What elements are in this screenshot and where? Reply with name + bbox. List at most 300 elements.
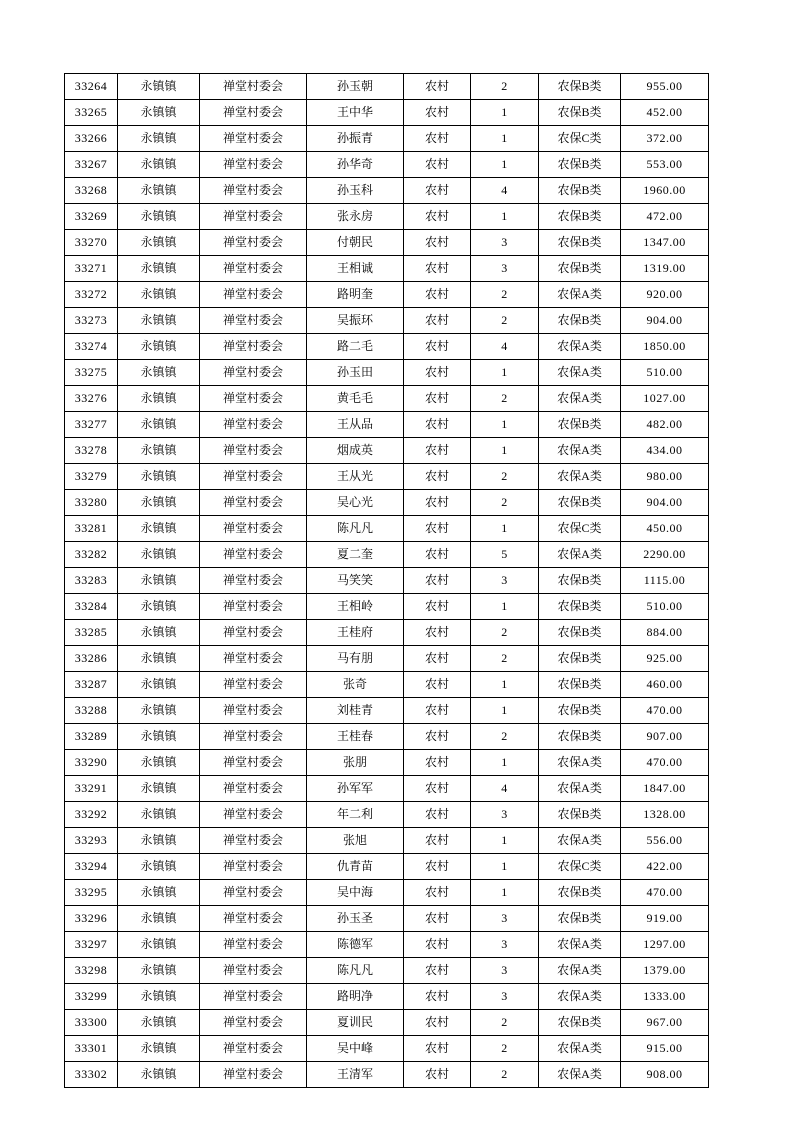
cell-insurance-category: 农保B类 bbox=[539, 594, 621, 620]
cell-id: 33299 bbox=[65, 984, 118, 1010]
cell-insurance-category: 农保C类 bbox=[539, 126, 621, 152]
cell-residence-type: 农村 bbox=[404, 152, 471, 178]
cell-village-committee: 禅堂村委会 bbox=[200, 490, 307, 516]
cell-person-count: 1 bbox=[471, 100, 539, 126]
cell-id: 33286 bbox=[65, 646, 118, 672]
cell-residence-type: 农村 bbox=[404, 516, 471, 542]
cell-village-committee: 禅堂村委会 bbox=[200, 308, 307, 334]
cell-person-name: 路明净 bbox=[307, 984, 404, 1010]
cell-amount: 1027.00 bbox=[621, 386, 709, 412]
cell-village-committee: 禅堂村委会 bbox=[200, 594, 307, 620]
cell-id: 33271 bbox=[65, 256, 118, 282]
cell-village-committee: 禅堂村委会 bbox=[200, 152, 307, 178]
cell-village-committee: 禅堂村委会 bbox=[200, 932, 307, 958]
table-row bbox=[65, 256, 709, 282]
cell-residence-type: 农村 bbox=[404, 1062, 471, 1088]
cell-town: 永镇镇 bbox=[118, 386, 200, 412]
cell-person-count: 2 bbox=[471, 464, 539, 490]
cell-residence-type: 农村 bbox=[404, 594, 471, 620]
cell-id: 33269 bbox=[65, 204, 118, 230]
cell-town: 永镇镇 bbox=[118, 412, 200, 438]
cell-id: 33279 bbox=[65, 464, 118, 490]
table-row bbox=[65, 906, 709, 932]
cell-insurance-category: 农保A类 bbox=[539, 958, 621, 984]
cell-insurance-category: 农保A类 bbox=[539, 438, 621, 464]
cell-id: 33287 bbox=[65, 672, 118, 698]
cell-person-name: 陈凡凡 bbox=[307, 958, 404, 984]
cell-id: 33275 bbox=[65, 360, 118, 386]
cell-person-name: 马有朋 bbox=[307, 646, 404, 672]
cell-person-name: 孙玉朝 bbox=[307, 74, 404, 100]
cell-residence-type: 农村 bbox=[404, 802, 471, 828]
cell-person-count: 3 bbox=[471, 802, 539, 828]
cell-id: 33280 bbox=[65, 490, 118, 516]
table-row bbox=[65, 854, 709, 880]
cell-insurance-category: 农保B类 bbox=[539, 152, 621, 178]
cell-id: 33292 bbox=[65, 802, 118, 828]
cell-village-committee: 禅堂村委会 bbox=[200, 334, 307, 360]
cell-insurance-category: 农保B类 bbox=[539, 1010, 621, 1036]
cell-person-count: 2 bbox=[471, 282, 539, 308]
cell-amount: 450.00 bbox=[621, 516, 709, 542]
cell-residence-type: 农村 bbox=[404, 958, 471, 984]
cell-person-count: 2 bbox=[471, 1062, 539, 1088]
cell-person-count: 1 bbox=[471, 828, 539, 854]
cell-person-name: 刘桂青 bbox=[307, 698, 404, 724]
cell-residence-type: 农村 bbox=[404, 828, 471, 854]
cell-person-name: 王从品 bbox=[307, 412, 404, 438]
cell-id: 33274 bbox=[65, 334, 118, 360]
table-row bbox=[65, 1010, 709, 1036]
cell-village-committee: 禅堂村委会 bbox=[200, 854, 307, 880]
cell-insurance-category: 农保B类 bbox=[539, 178, 621, 204]
cell-village-committee: 禅堂村委会 bbox=[200, 282, 307, 308]
cell-village-committee: 禅堂村委会 bbox=[200, 74, 307, 100]
cell-id: 33301 bbox=[65, 1036, 118, 1062]
cell-village-committee: 禅堂村委会 bbox=[200, 958, 307, 984]
cell-residence-type: 农村 bbox=[404, 438, 471, 464]
table-row bbox=[65, 230, 709, 256]
cell-amount: 904.00 bbox=[621, 308, 709, 334]
cell-amount: 556.00 bbox=[621, 828, 709, 854]
cell-village-committee: 禅堂村委会 bbox=[200, 698, 307, 724]
cell-id: 33265 bbox=[65, 100, 118, 126]
cell-person-name: 路二毛 bbox=[307, 334, 404, 360]
cell-town: 永镇镇 bbox=[118, 100, 200, 126]
cell-town: 永镇镇 bbox=[118, 620, 200, 646]
cell-residence-type: 农村 bbox=[404, 386, 471, 412]
cell-person-name: 孙玉田 bbox=[307, 360, 404, 386]
cell-person-count: 1 bbox=[471, 516, 539, 542]
cell-amount: 925.00 bbox=[621, 646, 709, 672]
cell-person-count: 5 bbox=[471, 542, 539, 568]
cell-person-name: 孙玉科 bbox=[307, 178, 404, 204]
table-row bbox=[65, 776, 709, 802]
table-row bbox=[65, 750, 709, 776]
cell-amount: 434.00 bbox=[621, 438, 709, 464]
cell-person-count: 1 bbox=[471, 438, 539, 464]
cell-village-committee: 禅堂村委会 bbox=[200, 100, 307, 126]
cell-insurance-category: 农保A类 bbox=[539, 1036, 621, 1062]
cell-person-count: 4 bbox=[471, 334, 539, 360]
cell-insurance-category: 农保B类 bbox=[539, 230, 621, 256]
cell-person-count: 2 bbox=[471, 620, 539, 646]
cell-insurance-category: 农保B类 bbox=[539, 100, 621, 126]
cell-id: 33273 bbox=[65, 308, 118, 334]
cell-insurance-category: 农保B类 bbox=[539, 412, 621, 438]
cell-village-committee: 禅堂村委会 bbox=[200, 1036, 307, 1062]
cell-town: 永镇镇 bbox=[118, 750, 200, 776]
cell-residence-type: 农村 bbox=[404, 412, 471, 438]
cell-amount: 472.00 bbox=[621, 204, 709, 230]
cell-person-name: 吴中峰 bbox=[307, 1036, 404, 1062]
cell-residence-type: 农村 bbox=[404, 464, 471, 490]
cell-town: 永镇镇 bbox=[118, 776, 200, 802]
cell-residence-type: 农村 bbox=[404, 880, 471, 906]
cell-village-committee: 禅堂村委会 bbox=[200, 880, 307, 906]
cell-person-name: 烟成英 bbox=[307, 438, 404, 464]
cell-id: 33268 bbox=[65, 178, 118, 204]
cell-person-count: 1 bbox=[471, 360, 539, 386]
cell-amount: 422.00 bbox=[621, 854, 709, 880]
cell-insurance-category: 农保A类 bbox=[539, 464, 621, 490]
cell-person-name: 孙华奇 bbox=[307, 152, 404, 178]
cell-person-count: 2 bbox=[471, 308, 539, 334]
cell-insurance-category: 农保B类 bbox=[539, 256, 621, 282]
cell-residence-type: 农村 bbox=[404, 620, 471, 646]
cell-residence-type: 农村 bbox=[404, 334, 471, 360]
cell-amount: 980.00 bbox=[621, 464, 709, 490]
cell-village-committee: 禅堂村委会 bbox=[200, 802, 307, 828]
cell-amount: 1850.00 bbox=[621, 334, 709, 360]
cell-town: 永镇镇 bbox=[118, 646, 200, 672]
cell-person-name: 黄毛毛 bbox=[307, 386, 404, 412]
table-row bbox=[65, 958, 709, 984]
cell-person-count: 3 bbox=[471, 932, 539, 958]
cell-town: 永镇镇 bbox=[118, 334, 200, 360]
cell-person-name: 夏二奎 bbox=[307, 542, 404, 568]
cell-residence-type: 农村 bbox=[404, 906, 471, 932]
table-row bbox=[65, 204, 709, 230]
cell-town: 永镇镇 bbox=[118, 516, 200, 542]
cell-id: 33272 bbox=[65, 282, 118, 308]
cell-amount: 919.00 bbox=[621, 906, 709, 932]
table-row bbox=[65, 984, 709, 1010]
cell-residence-type: 农村 bbox=[404, 308, 471, 334]
cell-person-name: 王桂春 bbox=[307, 724, 404, 750]
cell-residence-type: 农村 bbox=[404, 568, 471, 594]
cell-insurance-category: 农保C类 bbox=[539, 854, 621, 880]
cell-person-count: 3 bbox=[471, 568, 539, 594]
cell-residence-type: 农村 bbox=[404, 776, 471, 802]
cell-person-count: 1 bbox=[471, 204, 539, 230]
table-row bbox=[65, 620, 709, 646]
cell-village-committee: 禅堂村委会 bbox=[200, 828, 307, 854]
cell-residence-type: 农村 bbox=[404, 672, 471, 698]
cell-amount: 1328.00 bbox=[621, 802, 709, 828]
cell-person-name: 张旭 bbox=[307, 828, 404, 854]
cell-person-name: 王中华 bbox=[307, 100, 404, 126]
cell-town: 永镇镇 bbox=[118, 1062, 200, 1088]
table-row bbox=[65, 698, 709, 724]
cell-village-committee: 禅堂村委会 bbox=[200, 386, 307, 412]
cell-insurance-category: 农保B类 bbox=[539, 308, 621, 334]
cell-amount: 884.00 bbox=[621, 620, 709, 646]
cell-amount: 1297.00 bbox=[621, 932, 709, 958]
table-row bbox=[65, 672, 709, 698]
cell-village-committee: 禅堂村委会 bbox=[200, 750, 307, 776]
cell-town: 永镇镇 bbox=[118, 152, 200, 178]
cell-person-name: 陈德军 bbox=[307, 932, 404, 958]
cell-town: 永镇镇 bbox=[118, 906, 200, 932]
cell-residence-type: 农村 bbox=[404, 1010, 471, 1036]
table-row bbox=[65, 386, 709, 412]
cell-id: 33278 bbox=[65, 438, 118, 464]
cell-person-count: 1 bbox=[471, 854, 539, 880]
cell-insurance-category: 农保B类 bbox=[539, 802, 621, 828]
cell-residence-type: 农村 bbox=[404, 750, 471, 776]
cell-id: 33285 bbox=[65, 620, 118, 646]
cell-residence-type: 农村 bbox=[404, 126, 471, 152]
table-row bbox=[65, 568, 709, 594]
cell-amount: 1379.00 bbox=[621, 958, 709, 984]
cell-insurance-category: 农保B类 bbox=[539, 724, 621, 750]
cell-amount: 1960.00 bbox=[621, 178, 709, 204]
cell-person-count: 3 bbox=[471, 958, 539, 984]
cell-insurance-category: 农保A类 bbox=[539, 828, 621, 854]
cell-person-name: 孙玉圣 bbox=[307, 906, 404, 932]
cell-town: 永镇镇 bbox=[118, 672, 200, 698]
cell-person-count: 3 bbox=[471, 906, 539, 932]
cell-insurance-category: 农保B类 bbox=[539, 620, 621, 646]
cell-id: 33284 bbox=[65, 594, 118, 620]
table-row bbox=[65, 490, 709, 516]
cell-town: 永镇镇 bbox=[118, 698, 200, 724]
cell-person-name: 吴心光 bbox=[307, 490, 404, 516]
cell-amount: 955.00 bbox=[621, 74, 709, 100]
cell-id: 33293 bbox=[65, 828, 118, 854]
cell-residence-type: 农村 bbox=[404, 698, 471, 724]
cell-insurance-category: 农保A类 bbox=[539, 776, 621, 802]
table-row bbox=[65, 932, 709, 958]
cell-person-count: 4 bbox=[471, 776, 539, 802]
cell-amount: 907.00 bbox=[621, 724, 709, 750]
cell-town: 永镇镇 bbox=[118, 282, 200, 308]
cell-village-committee: 禅堂村委会 bbox=[200, 126, 307, 152]
table-body bbox=[65, 74, 709, 1088]
cell-amount: 920.00 bbox=[621, 282, 709, 308]
cell-amount: 967.00 bbox=[621, 1010, 709, 1036]
cell-person-count: 1 bbox=[471, 412, 539, 438]
cell-person-name: 王相诚 bbox=[307, 256, 404, 282]
cell-insurance-category: 农保B类 bbox=[539, 490, 621, 516]
cell-person-name: 吴振环 bbox=[307, 308, 404, 334]
cell-town: 永镇镇 bbox=[118, 568, 200, 594]
cell-village-committee: 禅堂村委会 bbox=[200, 568, 307, 594]
cell-person-count: 3 bbox=[471, 256, 539, 282]
cell-residence-type: 农村 bbox=[404, 282, 471, 308]
table-row bbox=[65, 126, 709, 152]
cell-person-name: 付朝民 bbox=[307, 230, 404, 256]
cell-id: 33290 bbox=[65, 750, 118, 776]
cell-amount: 510.00 bbox=[621, 594, 709, 620]
cell-residence-type: 农村 bbox=[404, 178, 471, 204]
cell-amount: 553.00 bbox=[621, 152, 709, 178]
cell-residence-type: 农村 bbox=[404, 646, 471, 672]
table-row bbox=[65, 334, 709, 360]
table-row bbox=[65, 308, 709, 334]
data-table bbox=[64, 73, 709, 1088]
cell-amount: 470.00 bbox=[621, 698, 709, 724]
cell-person-name: 马笑笑 bbox=[307, 568, 404, 594]
cell-amount: 904.00 bbox=[621, 490, 709, 516]
cell-residence-type: 农村 bbox=[404, 984, 471, 1010]
cell-person-name: 路明奎 bbox=[307, 282, 404, 308]
cell-town: 永镇镇 bbox=[118, 74, 200, 100]
table-row bbox=[65, 1036, 709, 1062]
cell-village-committee: 禅堂村委会 bbox=[200, 542, 307, 568]
cell-id: 33296 bbox=[65, 906, 118, 932]
cell-person-count: 4 bbox=[471, 178, 539, 204]
cell-insurance-category: 农保A类 bbox=[539, 334, 621, 360]
table-row bbox=[65, 152, 709, 178]
cell-town: 永镇镇 bbox=[118, 438, 200, 464]
cell-residence-type: 农村 bbox=[404, 204, 471, 230]
cell-person-name: 吴中海 bbox=[307, 880, 404, 906]
cell-town: 永镇镇 bbox=[118, 880, 200, 906]
cell-person-count: 2 bbox=[471, 490, 539, 516]
cell-town: 永镇镇 bbox=[118, 178, 200, 204]
cell-amount: 1319.00 bbox=[621, 256, 709, 282]
cell-amount: 908.00 bbox=[621, 1062, 709, 1088]
cell-person-count: 3 bbox=[471, 984, 539, 1010]
cell-insurance-category: 农保B类 bbox=[539, 568, 621, 594]
cell-village-committee: 禅堂村委会 bbox=[200, 646, 307, 672]
cell-person-count: 1 bbox=[471, 126, 539, 152]
cell-amount: 1347.00 bbox=[621, 230, 709, 256]
cell-amount: 1115.00 bbox=[621, 568, 709, 594]
cell-person-name: 王相岭 bbox=[307, 594, 404, 620]
cell-id: 33264 bbox=[65, 74, 118, 100]
cell-residence-type: 农村 bbox=[404, 724, 471, 750]
cell-village-committee: 禅堂村委会 bbox=[200, 438, 307, 464]
cell-id: 33288 bbox=[65, 698, 118, 724]
cell-id: 33270 bbox=[65, 230, 118, 256]
cell-id: 33295 bbox=[65, 880, 118, 906]
table-row bbox=[65, 828, 709, 854]
table-row bbox=[65, 100, 709, 126]
cell-amount: 460.00 bbox=[621, 672, 709, 698]
cell-amount: 1333.00 bbox=[621, 984, 709, 1010]
cell-insurance-category: 农保A类 bbox=[539, 932, 621, 958]
cell-village-committee: 禅堂村委会 bbox=[200, 724, 307, 750]
cell-person-name: 孙振青 bbox=[307, 126, 404, 152]
cell-amount: 1847.00 bbox=[621, 776, 709, 802]
cell-insurance-category: 农保A类 bbox=[539, 542, 621, 568]
table-row bbox=[65, 74, 709, 100]
cell-town: 永镇镇 bbox=[118, 724, 200, 750]
cell-town: 永镇镇 bbox=[118, 1010, 200, 1036]
cell-residence-type: 农村 bbox=[404, 100, 471, 126]
cell-town: 永镇镇 bbox=[118, 256, 200, 282]
table-row bbox=[65, 646, 709, 672]
cell-person-count: 3 bbox=[471, 230, 539, 256]
cell-village-committee: 禅堂村委会 bbox=[200, 1010, 307, 1036]
cell-insurance-category: 农保A类 bbox=[539, 750, 621, 776]
cell-insurance-category: 农保B类 bbox=[539, 74, 621, 100]
cell-id: 33283 bbox=[65, 568, 118, 594]
cell-person-name: 王从光 bbox=[307, 464, 404, 490]
cell-amount: 915.00 bbox=[621, 1036, 709, 1062]
cell-village-committee: 禅堂村委会 bbox=[200, 776, 307, 802]
cell-town: 永镇镇 bbox=[118, 594, 200, 620]
cell-town: 永镇镇 bbox=[118, 542, 200, 568]
cell-town: 永镇镇 bbox=[118, 984, 200, 1010]
cell-village-committee: 禅堂村委会 bbox=[200, 672, 307, 698]
cell-amount: 470.00 bbox=[621, 880, 709, 906]
cell-id: 33291 bbox=[65, 776, 118, 802]
cell-id: 33281 bbox=[65, 516, 118, 542]
cell-village-committee: 禅堂村委会 bbox=[200, 516, 307, 542]
cell-amount: 482.00 bbox=[621, 412, 709, 438]
table-row bbox=[65, 542, 709, 568]
cell-person-count: 1 bbox=[471, 594, 539, 620]
cell-village-committee: 禅堂村委会 bbox=[200, 1062, 307, 1088]
cell-village-committee: 禅堂村委会 bbox=[200, 204, 307, 230]
cell-town: 永镇镇 bbox=[118, 230, 200, 256]
cell-person-count: 2 bbox=[471, 386, 539, 412]
cell-village-committee: 禅堂村委会 bbox=[200, 906, 307, 932]
cell-person-count: 2 bbox=[471, 74, 539, 100]
cell-amount: 452.00 bbox=[621, 100, 709, 126]
cell-person-name: 张朋 bbox=[307, 750, 404, 776]
cell-town: 永镇镇 bbox=[118, 1036, 200, 1062]
cell-amount: 510.00 bbox=[621, 360, 709, 386]
cell-id: 33277 bbox=[65, 412, 118, 438]
cell-village-committee: 禅堂村委会 bbox=[200, 178, 307, 204]
table-row bbox=[65, 880, 709, 906]
cell-insurance-category: 农保B类 bbox=[539, 880, 621, 906]
cell-person-count: 1 bbox=[471, 698, 539, 724]
cell-id: 33294 bbox=[65, 854, 118, 880]
cell-village-committee: 禅堂村委会 bbox=[200, 230, 307, 256]
cell-residence-type: 农村 bbox=[404, 74, 471, 100]
cell-person-count: 2 bbox=[471, 724, 539, 750]
table-row bbox=[65, 438, 709, 464]
cell-village-committee: 禅堂村委会 bbox=[200, 256, 307, 282]
cell-residence-type: 农村 bbox=[404, 1036, 471, 1062]
cell-insurance-category: 农保A类 bbox=[539, 386, 621, 412]
cell-residence-type: 农村 bbox=[404, 256, 471, 282]
cell-town: 永镇镇 bbox=[118, 854, 200, 880]
table-row bbox=[65, 360, 709, 386]
cell-town: 永镇镇 bbox=[118, 308, 200, 334]
cell-residence-type: 农村 bbox=[404, 542, 471, 568]
cell-town: 永镇镇 bbox=[118, 464, 200, 490]
cell-insurance-category: 农保A类 bbox=[539, 360, 621, 386]
cell-person-name: 仇青苗 bbox=[307, 854, 404, 880]
cell-person-name: 张永房 bbox=[307, 204, 404, 230]
cell-town: 永镇镇 bbox=[118, 802, 200, 828]
cell-insurance-category: 农保A类 bbox=[539, 1062, 621, 1088]
cell-person-name: 张奇 bbox=[307, 672, 404, 698]
cell-id: 33282 bbox=[65, 542, 118, 568]
cell-amount: 372.00 bbox=[621, 126, 709, 152]
cell-amount: 2290.00 bbox=[621, 542, 709, 568]
cell-insurance-category: 农保B类 bbox=[539, 698, 621, 724]
cell-amount: 470.00 bbox=[621, 750, 709, 776]
cell-insurance-category: 农保B类 bbox=[539, 646, 621, 672]
